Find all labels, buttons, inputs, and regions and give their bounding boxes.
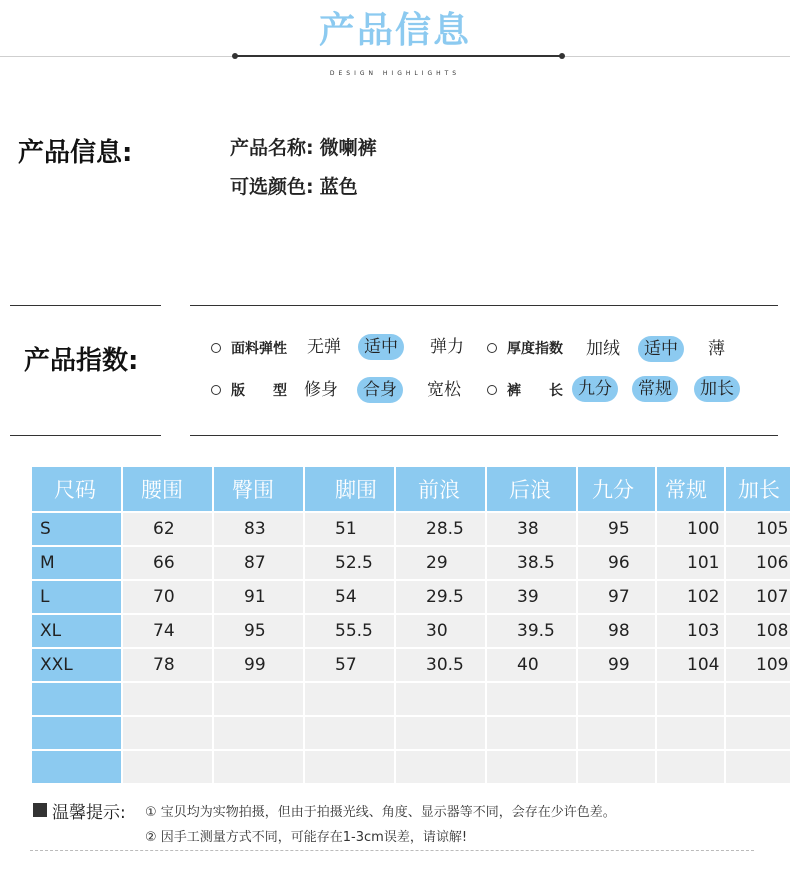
- measurement-cell: [487, 683, 576, 715]
- measurement-cell: 96: [578, 547, 655, 579]
- option-no-stretch: 无弹: [307, 337, 341, 357]
- column-header: 后浪: [487, 467, 576, 511]
- option-stretch: 弹力: [430, 337, 464, 357]
- measurement-cell: [726, 751, 790, 783]
- column-header: 加长: [726, 467, 790, 511]
- column-header: 腰围: [123, 467, 212, 511]
- option-standard-selected: 常规: [632, 376, 678, 402]
- size-table: [30, 465, 790, 785]
- index-label: 裤 长: [507, 383, 563, 399]
- measurement-cell: 55.5: [305, 615, 394, 647]
- measurement-cell: [726, 717, 790, 749]
- index-thickness: [487, 334, 563, 362]
- measurement-cell: 30.5: [396, 649, 485, 681]
- measurement-cell: 54: [305, 581, 394, 613]
- table-row: [32, 717, 790, 749]
- measurement-cell: 62: [123, 513, 212, 545]
- size-table-header-row: [32, 467, 790, 511]
- measurement-cell: [657, 751, 724, 783]
- option-thin: 薄: [708, 339, 725, 359]
- table-row: [32, 547, 790, 579]
- product-name-value: 微喇裤: [319, 137, 377, 159]
- index-label: 厚度指数: [507, 341, 563, 357]
- measurement-cell: [726, 683, 790, 715]
- table-row: [32, 513, 790, 545]
- measurement-cell: 66: [123, 547, 212, 579]
- bullet-circle-icon: [211, 343, 221, 353]
- bullet-circle-icon: [211, 385, 221, 395]
- measurement-cell: [578, 683, 655, 715]
- rule-dot-left: [232, 53, 238, 59]
- measurement-cell: [305, 717, 394, 749]
- measurement-cell: [578, 751, 655, 783]
- measurement-cell: 87: [214, 547, 303, 579]
- measurement-cell: 39: [487, 581, 576, 613]
- measurement-cell: 100: [657, 513, 724, 545]
- measurement-cell: [396, 683, 485, 715]
- measurement-cell: 29.5: [396, 581, 485, 613]
- measurement-cell: 52.5: [305, 547, 394, 579]
- header-accent-rule: [235, 55, 562, 57]
- index-label: 面料弹性: [231, 341, 287, 357]
- measurement-cell: [123, 683, 212, 715]
- column-header: 前浪: [396, 467, 485, 511]
- option-fleece: 加绒: [586, 339, 620, 359]
- product-name-line: [230, 133, 377, 160]
- index-bottom-rule-right: [190, 435, 778, 436]
- rule-dot-right: [559, 53, 565, 59]
- column-header: 脚围: [305, 467, 394, 511]
- measurement-cell: 57: [305, 649, 394, 681]
- page-title: 产品信息: [318, 10, 471, 51]
- measurement-cell: [123, 751, 212, 783]
- option-slim: 修身: [304, 380, 338, 400]
- measurement-cell: 97: [578, 581, 655, 613]
- option-extended-selected: 加长: [694, 376, 740, 402]
- index-length: [487, 376, 563, 404]
- measurement-cell: 108: [726, 615, 790, 647]
- option-nine-tenths-selected: 九分: [572, 376, 618, 402]
- bullet-circle-icon: [487, 385, 497, 395]
- tip-square-icon: [33, 803, 47, 817]
- measurement-cell: 101: [657, 547, 724, 579]
- measurement-cell: [657, 683, 724, 715]
- measurement-cell: [487, 751, 576, 783]
- size-cell: [32, 717, 121, 749]
- measurement-cell: 99: [578, 649, 655, 681]
- product-index-heading: 产品指数:: [24, 346, 139, 376]
- measurement-cell: 70: [123, 581, 212, 613]
- product-color-label: 可选颜色:: [230, 176, 314, 198]
- measurement-cell: 40: [487, 649, 576, 681]
- measurement-cell: 104: [657, 649, 724, 681]
- footer-dashed-divider: [30, 850, 754, 851]
- index-fit: [211, 376, 287, 404]
- index-fabric-elasticity: [211, 334, 287, 362]
- measurement-cell: 38: [487, 513, 576, 545]
- product-name-label: 产品名称:: [230, 137, 314, 159]
- measurement-cell: [487, 717, 576, 749]
- measurement-cell: [578, 717, 655, 749]
- index-bottom-rule-left: [10, 435, 161, 436]
- measurement-cell: 102: [657, 581, 724, 613]
- size-cell: [32, 683, 121, 715]
- table-row: [32, 683, 790, 715]
- measurement-cell: [214, 683, 303, 715]
- measurement-cell: [214, 751, 303, 783]
- option-regular-fit-selected: 合身: [357, 377, 403, 403]
- table-row: [32, 581, 790, 613]
- option-loose: 宽松: [427, 380, 461, 400]
- measurement-cell: 99: [214, 649, 303, 681]
- measurement-cell: 105: [726, 513, 790, 545]
- measurement-cell: [305, 683, 394, 715]
- column-header: 常规: [657, 467, 724, 511]
- measurement-cell: 28.5: [396, 513, 485, 545]
- size-cell: S: [32, 513, 121, 545]
- column-header: 尺码: [32, 467, 121, 511]
- measurement-cell: 103: [657, 615, 724, 647]
- index-top-rule-left: [10, 305, 161, 306]
- column-header: 臀围: [214, 467, 303, 511]
- design-highlights-subtitle: DESIGN HIGHLIGHTS: [329, 70, 461, 77]
- measurement-cell: [657, 717, 724, 749]
- size-cell: [32, 751, 121, 783]
- size-cell: L: [32, 581, 121, 613]
- measurement-cell: [396, 751, 485, 783]
- measurement-cell: 83: [214, 513, 303, 545]
- measurement-cell: 109: [726, 649, 790, 681]
- measurement-cell: 78: [123, 649, 212, 681]
- measurement-cell: 106: [726, 547, 790, 579]
- index-top-rule-right: [190, 305, 778, 306]
- measurement-cell: 51: [305, 513, 394, 545]
- measurement-cell: 95: [214, 615, 303, 647]
- column-header: 九分: [578, 467, 655, 511]
- product-color-value: 蓝色: [319, 176, 358, 198]
- index-label: 版 型: [231, 383, 287, 399]
- measurement-cell: 107: [726, 581, 790, 613]
- size-cell: XL: [32, 615, 121, 647]
- bullet-circle-icon: [487, 343, 497, 353]
- measurement-cell: 95: [578, 513, 655, 545]
- measurement-cell: 30: [396, 615, 485, 647]
- measurement-cell: 39.5: [487, 615, 576, 647]
- measurement-cell: 29: [396, 547, 485, 579]
- size-cell: M: [32, 547, 121, 579]
- table-row: [32, 649, 790, 681]
- size-cell: XXL: [32, 649, 121, 681]
- option-moderate-selected: 适中: [638, 336, 684, 362]
- product-info-heading: 产品信息:: [18, 138, 133, 168]
- measurement-cell: [214, 717, 303, 749]
- measurement-cell: 91: [214, 581, 303, 613]
- tip-line-2: ② 因手工测量方式不同，可能存在1-3cm误差，请谅解!: [145, 830, 468, 845]
- measurement-cell: [305, 751, 394, 783]
- tip-line-1: ① 宝贝均为实物拍摄，但由于拍摄光线、角度、显示器等不同，会存在少许色差。: [145, 805, 616, 820]
- option-moderate-selected: 适中: [358, 334, 404, 360]
- measurement-cell: 74: [123, 615, 212, 647]
- tips-heading: 温馨提示:: [52, 803, 126, 823]
- product-color-line: [230, 172, 358, 199]
- measurement-cell: [396, 717, 485, 749]
- table-row: [32, 751, 790, 783]
- measurement-cell: 38.5: [487, 547, 576, 579]
- measurement-cell: [123, 717, 212, 749]
- table-row: [32, 615, 790, 647]
- measurement-cell: 98: [578, 615, 655, 647]
